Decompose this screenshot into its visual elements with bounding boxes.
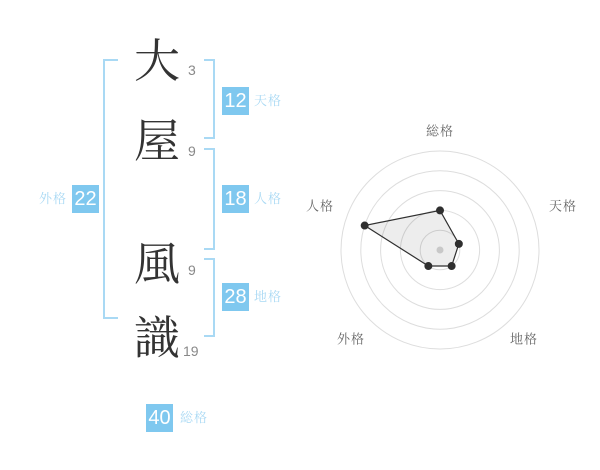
soukaku-value-badge: 40 bbox=[146, 404, 173, 432]
gaikaku-label: 外格 bbox=[39, 191, 68, 206]
axis-label: 天格 bbox=[548, 198, 578, 214]
data-point bbox=[455, 240, 463, 248]
data-point bbox=[436, 206, 444, 214]
stroke-count-4: 19 bbox=[183, 343, 199, 359]
gaikaku-bracket bbox=[103, 59, 118, 319]
stroke-count-2: 9 bbox=[188, 143, 196, 159]
jinkaku-value-badge: 18 bbox=[222, 185, 249, 213]
tenkaku-value-badge: 12 bbox=[222, 87, 249, 115]
axis-label: 総格 bbox=[425, 123, 455, 139]
chikaku-bracket bbox=[204, 258, 215, 337]
tenkaku-bracket bbox=[204, 59, 215, 139]
axis-label: 地格 bbox=[509, 331, 539, 347]
name-char-3: 風 bbox=[134, 238, 180, 290]
jinkaku-label: 人格 bbox=[254, 191, 283, 206]
name-char-1: 大 bbox=[134, 35, 180, 87]
chikaku-value-badge: 28 bbox=[222, 283, 249, 311]
chikaku-label: 地格 bbox=[254, 289, 283, 304]
name-char-4: 識 bbox=[134, 312, 180, 364]
data-point bbox=[361, 222, 369, 230]
tenkaku-label: 天格 bbox=[254, 93, 283, 108]
gaikaku-value-badge: 22 bbox=[72, 185, 99, 213]
axis-label: 外格 bbox=[336, 331, 366, 347]
center-dot bbox=[437, 247, 444, 254]
jinkaku-bracket bbox=[204, 148, 215, 250]
data-point bbox=[448, 262, 456, 270]
name-char-2: 屋 bbox=[134, 115, 180, 167]
soukaku-label: 総格 bbox=[180, 410, 209, 425]
axis-label: 人格 bbox=[305, 198, 335, 214]
stroke-count-1: 3 bbox=[188, 62, 196, 78]
radar-polygon bbox=[365, 210, 459, 266]
data-point bbox=[424, 262, 432, 270]
stroke-count-3: 9 bbox=[188, 262, 196, 278]
